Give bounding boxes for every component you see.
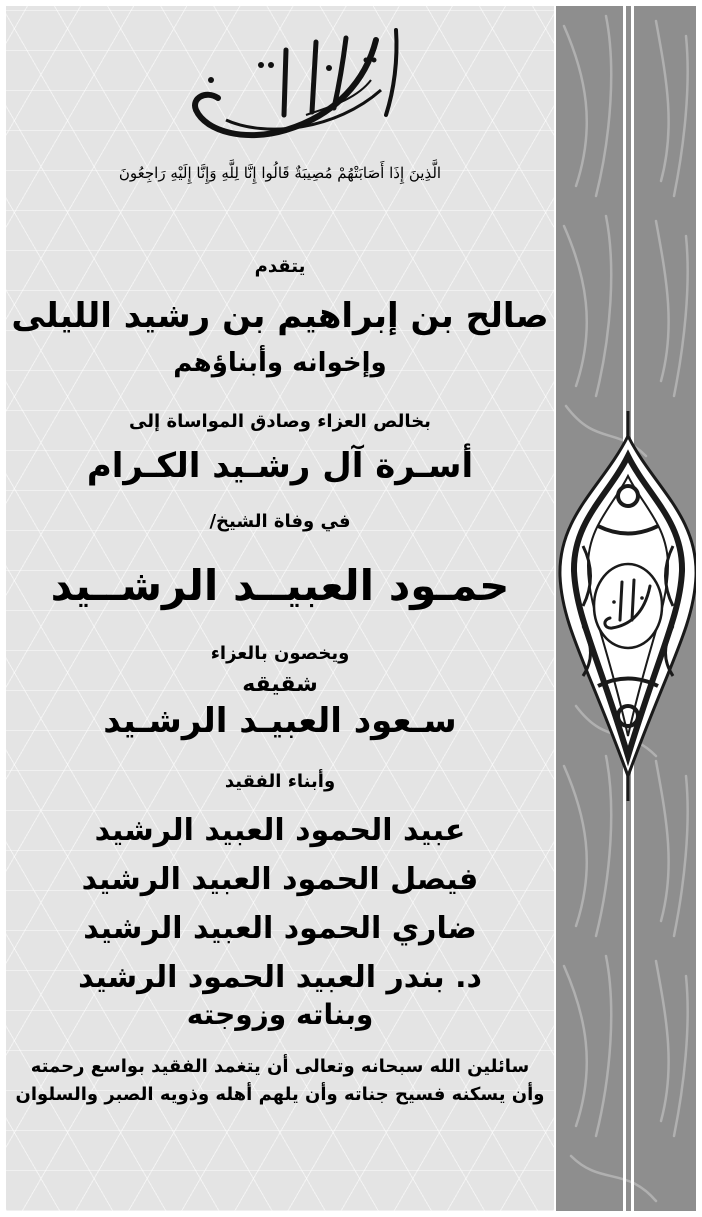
condolence-text: بخالص العزاء وصادق المواساة إلى: [129, 411, 431, 432]
prayer-line-1: سائلين الله سبحانه وتعالى أن يتغمد الفقيد بواسع رحمته: [30, 1056, 530, 1077]
brother-name: سـعود العبيـد الرشـيد: [103, 701, 457, 741]
son-name: ضاري الحمود العبيد الرشيد: [83, 911, 477, 946]
intro-text: يتقدم: [254, 256, 306, 277]
son-name: فيصل الحمود العبيد الرشيد: [81, 862, 479, 897]
sender-family: وإخوانه وأبناؤهم: [173, 348, 387, 378]
daughters-and-wife: وبناته وزوجته: [186, 998, 374, 1031]
brother-label: شقيقه: [242, 672, 318, 697]
son-name: د. بندر العبيد الحمود الرشيد: [78, 960, 482, 995]
occasion-text: في وفاة الشيخ/: [209, 511, 351, 532]
main-panel: [6, 6, 554, 1211]
quran-verse: الَّذِينَ إِذَا أَصَابَتْهُمْ مُصِيبَةٌ قَالُوا إِنَّا لِلَّهِ وَإِنَّا إِلَيْهِ رَاجِعُونَ: [118, 164, 442, 182]
sender-name: صالح بن إبراهيم بن رشيد الليلى: [11, 296, 549, 336]
prayer-line-2: وأن يسكنه فسيح جناته وأن يلهم أهله وذويه الصبر والسلوان: [15, 1084, 545, 1105]
special-condolence-intro: ويخصون بالعزاء: [210, 643, 350, 664]
recipient-family: أسـرة آل رشـيد الكـرام: [86, 446, 474, 486]
sons-list: [6, 806, 554, 1002]
arabesque-ornament: [556, 6, 696, 1211]
calligraphy-logo: [166, 20, 416, 160]
deceased-name: حمـود العبيــد الرشــيد: [50, 561, 510, 610]
sons-label: وأبناء الفقيد: [224, 771, 336, 792]
son-name: عبيد الحمود العبيد الرشيد: [94, 813, 466, 848]
side-panel: [556, 6, 696, 1211]
